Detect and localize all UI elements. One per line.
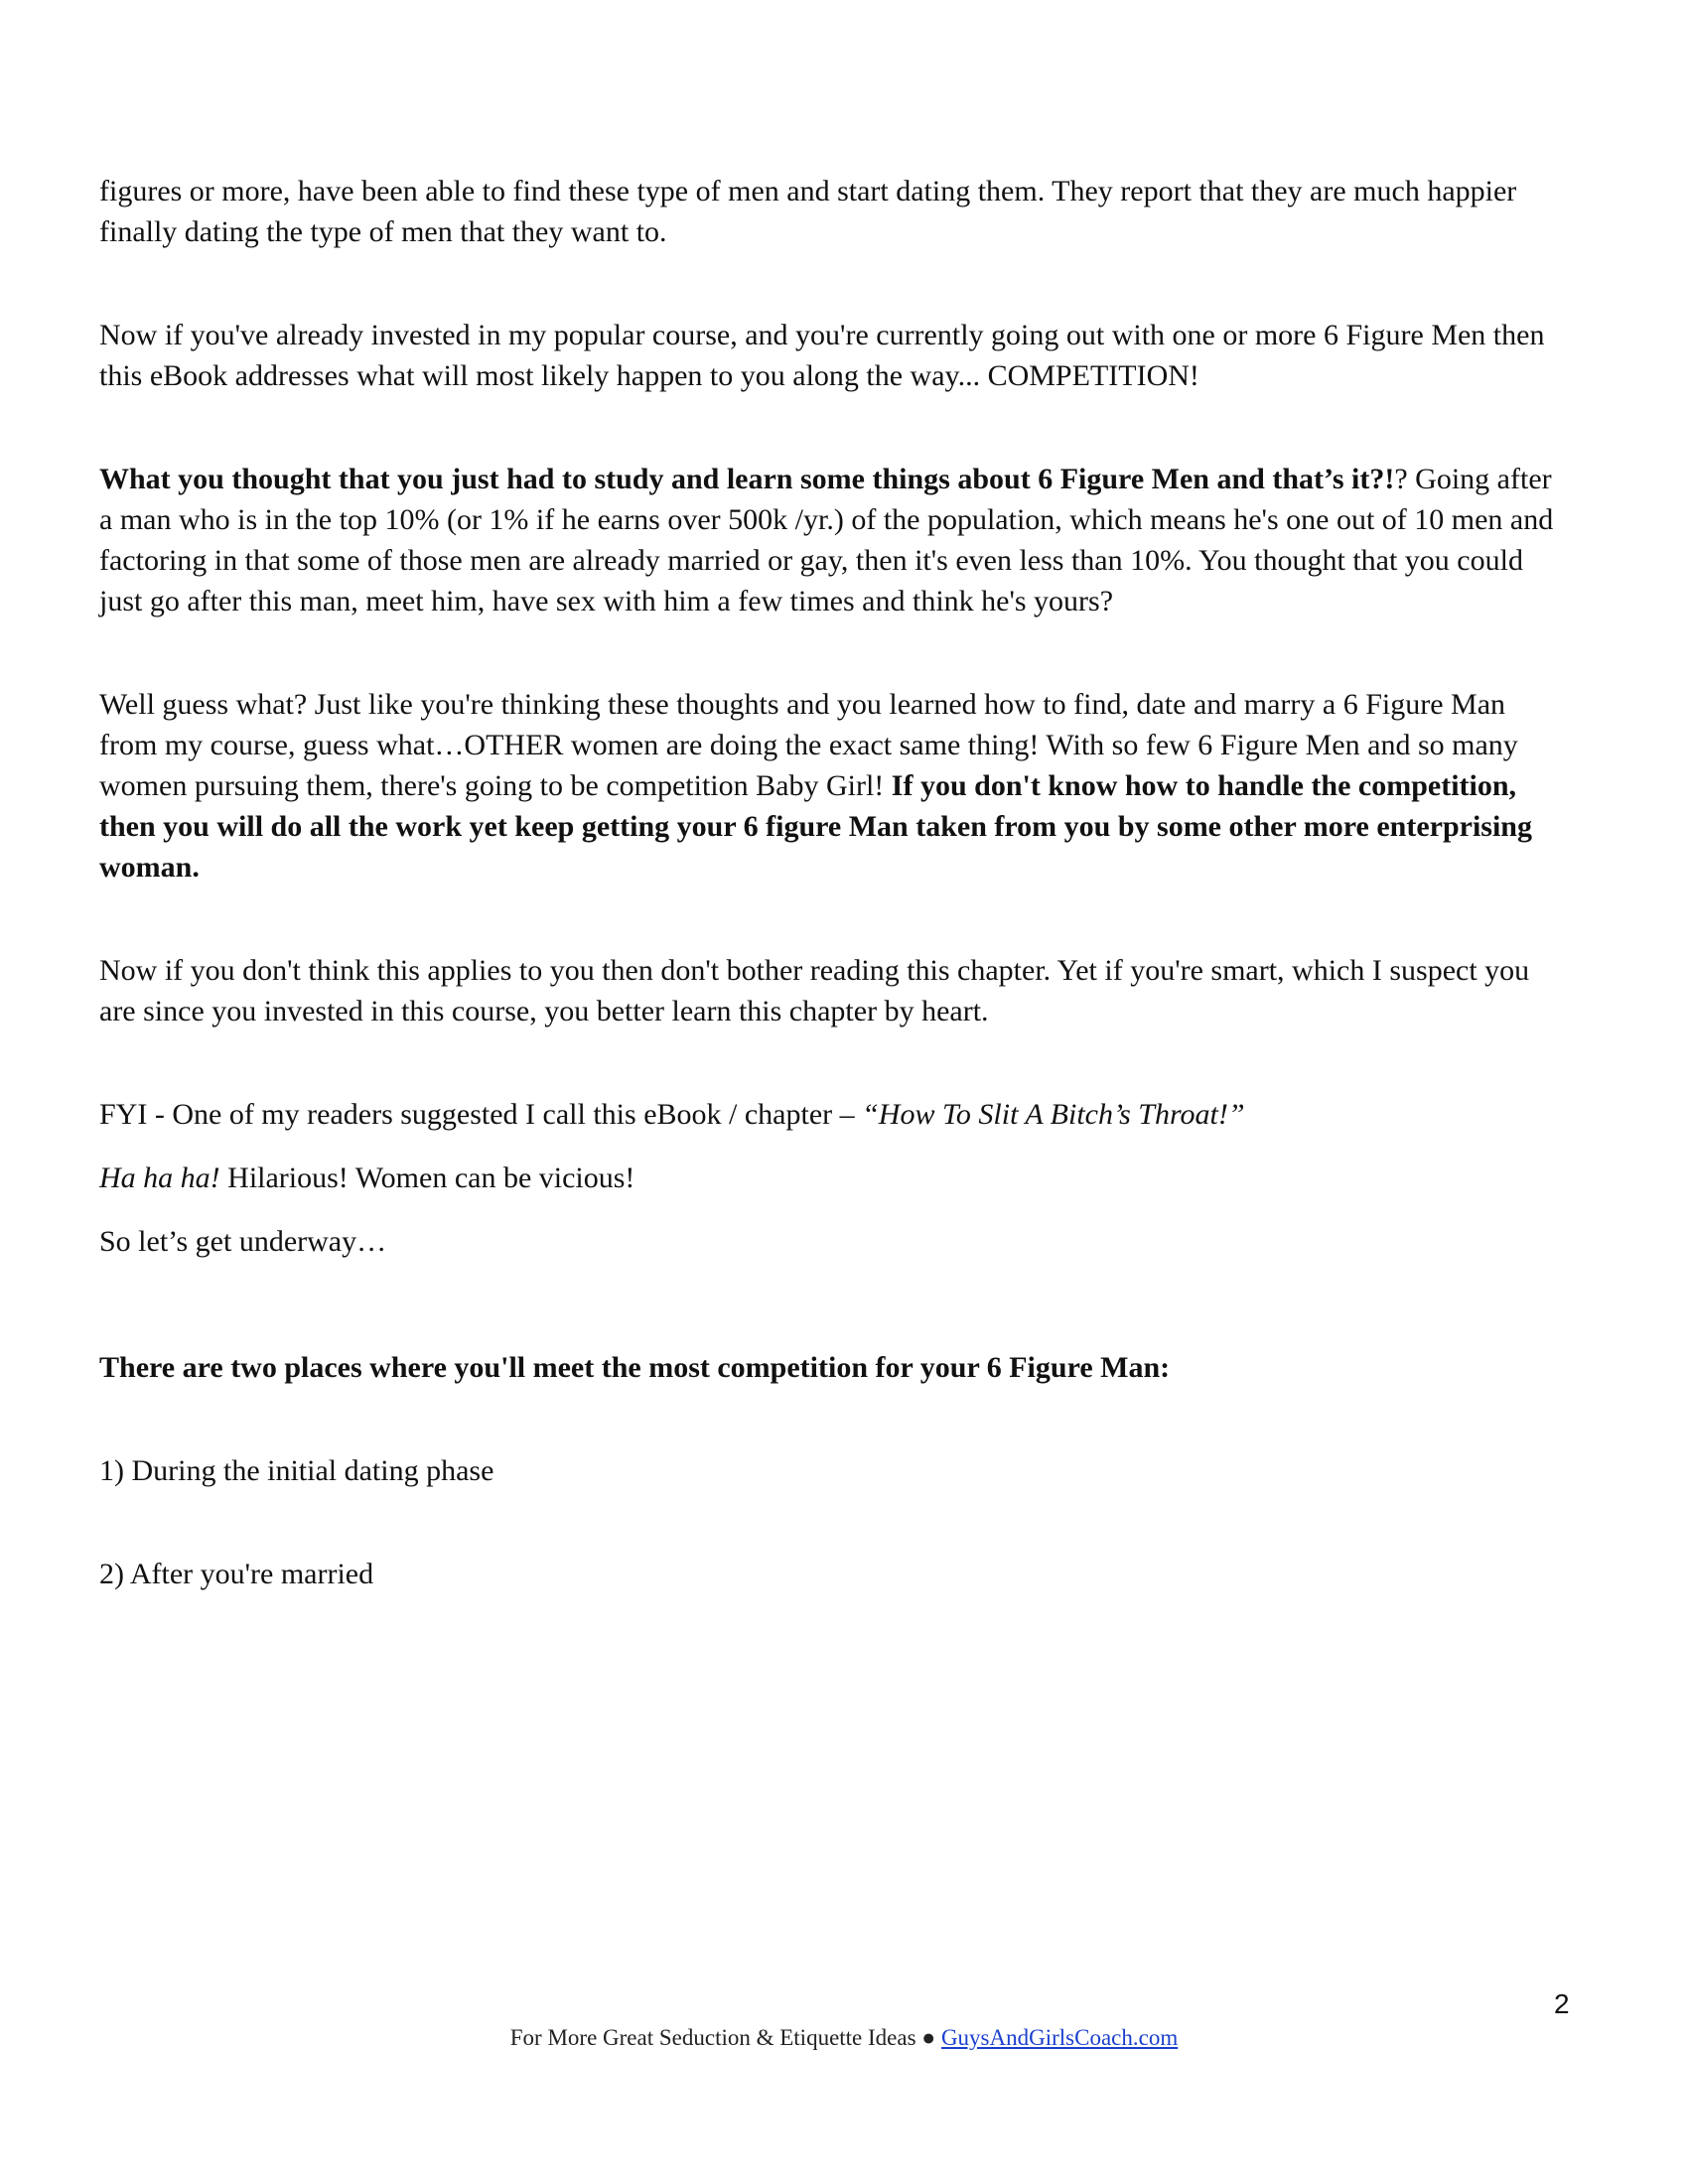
fyi-label: FYI: [99, 1098, 148, 1131]
section-heading: There are two places where you'll meet the most competition for your 6 Figure Man:: [99, 1351, 1171, 1384]
fyi-quote: “How To Slit A Bitch’s Throat!”: [862, 1098, 1245, 1131]
page-number: 2: [1554, 1988, 1570, 2019]
laugh-rest: Hilarious! Women can be vicious!: [219, 1161, 635, 1194]
paragraph-fyi: [99, 1094, 1569, 1135]
paragraph-question-bold: What you thought that you just had to study and learn some things about 6 Figure Men and that’s it?!: [99, 463, 1395, 495]
fyi-text: - One of my readers suggested I call this eBook / chapter –: [147, 1098, 863, 1131]
paragraph-intro: figures or more, have been able to find these type of men and start dating them. They report that they are much happier finally dating the type of men that they want to.: [99, 175, 1517, 248]
list-item-dating-phase: 1) During the initial dating phase: [99, 1454, 494, 1487]
paragraph-question: [99, 459, 1569, 621]
laugh-italic: Ha ha ha!: [99, 1161, 220, 1194]
paragraph-laugh: [99, 1158, 1569, 1198]
paragraph-guess-what: [99, 684, 1569, 887]
paragraph-guess-what-text: Well guess what? Just like you're thinking these thoughts and you learned how to find, date and marry a 6 Figure Man from my course, guess what…OTHER women are doing the exact same thing! With so few 6 Figure Men and so many women pursuing them, there's going to be competition Baby Girl!: [99, 688, 1518, 802]
footer-text: For More Great Seduction & Etiquette Ideas ●: [509, 2025, 941, 2050]
list-item-married: 2) After you're married: [99, 1558, 374, 1590]
paragraph-question-rest: ? Going after a man who is in the top 10% (or 1% if he earns over 500k /yr.) of the population, which means he's one out of 10 men and factoring in that some of those men are already married or gay, then it's even less than 10%. You thought that you could just go after this man, meet him, have sex with him a few times and think he's yours?: [99, 463, 1554, 617]
paragraph-competition: Now if you've already invested in my popular course, and you're currently going out with one or more 6 Figure Men then this eBook addresses what will most likely happen to you along the way... COMPETITION!: [99, 319, 1545, 392]
footer-website-link[interactable]: GuysAndGirlsCoach.com: [940, 2025, 1179, 2050]
paragraph-guess-what-bold: If you don't know how to handle the competition, then you will do all the work yet keep getting your 6 figure Man taken from you by some other more enterprising woman.: [99, 769, 1532, 884]
paragraph-underway: So let’s get underway…: [99, 1225, 387, 1258]
page-body: [99, 171, 1569, 1594]
paragraph-applies: Now if you don't think this applies to you then don't bother reading this chapter. Yet if you're smart, which I suspect you are since you invested in this course, you better learn this chapter by heart.: [99, 954, 1530, 1027]
page-footer: [0, 2025, 1688, 2051]
